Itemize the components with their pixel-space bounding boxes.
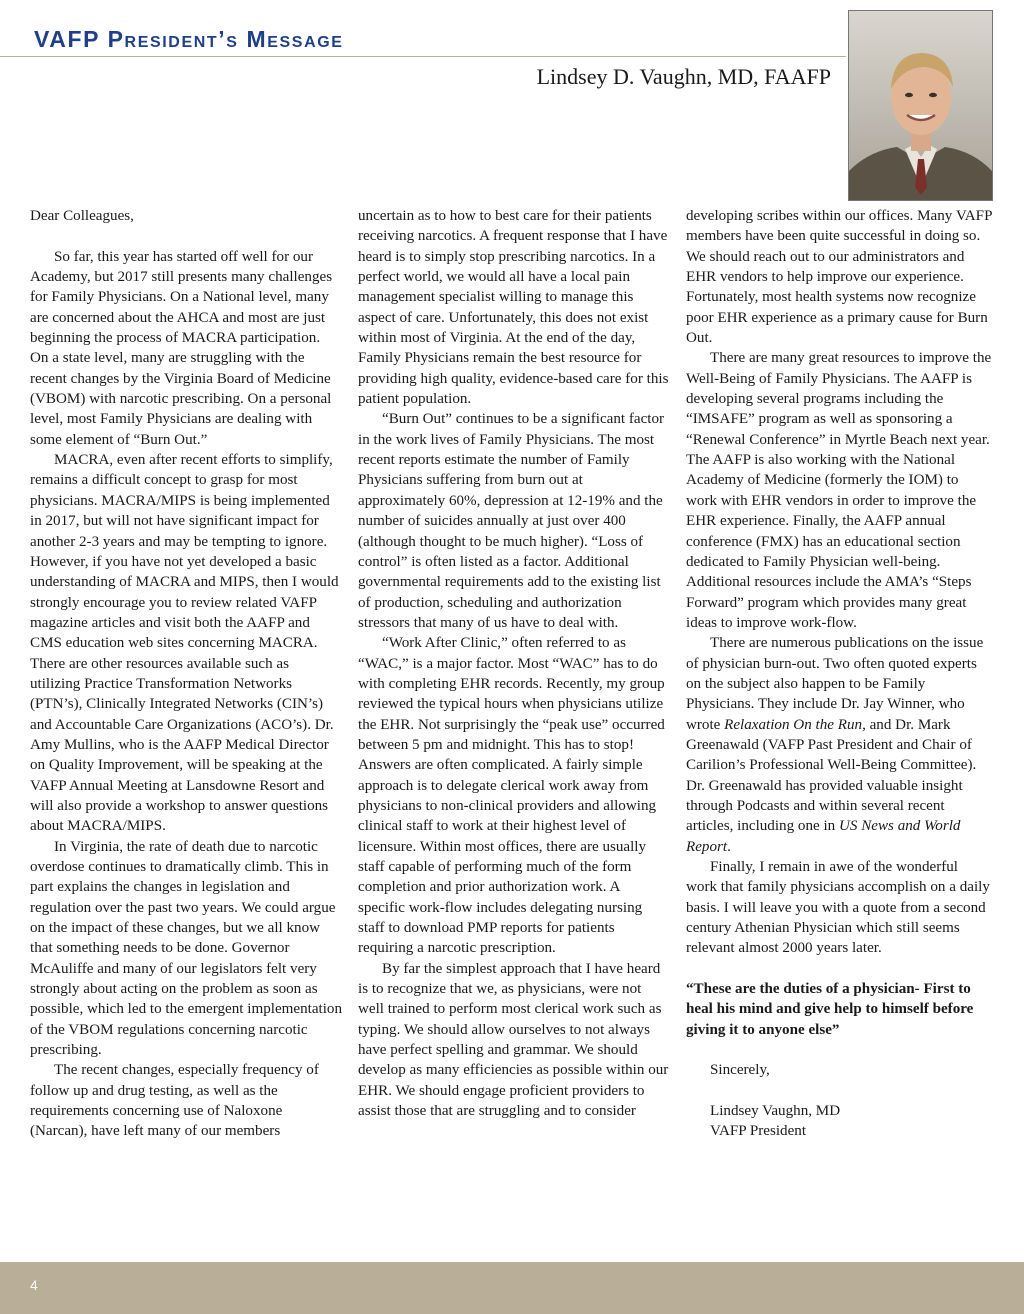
paragraph: “Burn Out” continues to be a significant factor in the work lives of Family Physicians. The most recent reports estimate the number of Family Physicians suffering from burn out at approximately 60%, depression at 12-19% and the number of suicides annually at just over 400 (although thought to be much higher). “Loss of control” is often listed as a factor. Additional governmental requirements add to the existing list of production, scheduling and authorization stressors that many of us have to deal with. [358,411,665,631]
closing: Sincerely, [710,1062,770,1079]
paragraph: In Virginia, the rate of death due to narcotic overdose continues to dramatically climb. This in part explains the changes in legislation and regulation over the past two years. We could argue on the impact of these changes, but we all know that something needs to be done. Governor McAuliffe and many of our legislators felt very strongly about acting on the problem as soon as possible, which led to the emergent implementation of the VBOM regulations concerning narcotic prescribing. [30,838,343,1059]
paragraph: So far, this year has started off well for our Academy, but 2017 still presents many challenges for Family Physicians. On a National level, many are concerned about the AHCA and most are just beginning the process of MACRA participation. On a state level, many are struggling with the recent changes by the Virginia Board of Medicine (VBOM) with narcotic prescribing. On a personal level, most Family Physicians are dealing with some element of “Burn Out.” [30,248,333,448]
publication-title: US News and World Report [686,818,961,855]
paragraph: “Work After Clinic,” often referred to as “WAC,” is a major factor. Most “WAC” has to do with completing EHR records. Recently, my group reviewed the typical hours when physicians utilize the EHR. Not surprisingly the “peak use” occurred between 5 pm and midnight. This has to stop! Answers are often complicated. A fairly simple approach is to delegate clerical work away from physicians to non-clinical providers and allowing clinical staff to work at their highest level of licensure. Within most offices, there are usually staff capable of performing much of the form completion and prior authorization work. A specific work-flow includes delegating nursing staff to download PMP reports for patients requiring a narcotic prescription. [358,635,665,957]
column-2 [358,206,670,1121]
salutation: Dear Colleagues, [30,208,134,224]
paragraph-text: , and Dr. Mark Greenawald (VAFP Past President and Chair of Carilion’s Professional Well-Being Committee). Dr. Greenawald has provided valuable insight through Podcasts and within several recent articles, including one in [686,716,977,835]
paragraph: By far the simplest approach that I have heard is to recognize that we, as physicians, were not well trained to perform most clerical work such as typing. We should allow ourselves to not always have perfect spelling and grammar. We should develop as many efficiencies as possible within our EHR. We should engage proficient providers to assist those that are struggling and to consider [358,960,669,1120]
column-1 [30,206,342,1142]
paragraph [686,633,992,857]
paragraph-text: There are numerous publications on the issue of physician burn-out. Two often quoted experts on the subject also happen to be Family Physicians. They include Dr. Jay Winner, who wrote [686,635,984,733]
footer-band [0,1262,1024,1314]
column-3 [686,206,992,1142]
closing-quote: “These are the duties of a physician- First to heal his mind and give help to himself before giving it to anyone else” [686,981,974,1038]
paragraph: developing scribes within our offices. Many VAFP members have been quite successful in doing so. We should reach out to our administrators and EHR vendors to help improve our experience. Fortunately, most health systems now recognize poor EHR experience as a primary cause for Burn Out. [686,208,992,347]
page-title: VAFP President’s Message [34,26,344,52]
header-rule [0,56,846,57]
author-byline: Lindsey D. Vaughn, MD, FAAFP [536,64,831,89]
paragraph: Finally, I remain in awe of the wonderful work that family physicians accomplish on a daily basis. I will leave you with a quote from a second century Athenian Physician which still seems relevant almost 2000 years later. [686,859,990,957]
paragraph-text: . [727,838,731,855]
paragraph: uncertain as to how to best care for their patients receiving narcotics. A frequent response that I have heard is to simply stop prescribing narcotics. In a perfect world, we would all have a local pain management specialist willing to manage this aspect of care. Unfortunately, this does not exist within most of Virginia. At the end of the day, Family Physicians remain the best resource for providing high quality, evidence-based care for this patient population. [358,208,669,408]
paragraph: The recent changes, especially frequency of follow up and drug testing, as well as the requirements concerning use of Naloxone (Narcan), have left many of our members [30,1062,319,1140]
signature-name: Lindsey Vaughn, MD [710,1103,841,1120]
page-number: 4 [30,1277,38,1293]
president-portrait-icon [849,11,992,200]
author-photo [848,10,993,201]
book-title: Relaxation On the Run [724,716,863,733]
paragraph: There are many great resources to improve the Well-Being of Family Physicians. The AAFP is developing several programs including the “IMSAFE” program as well as sponsoring a “Renewal Conference” in Myrtle Beach next year. The AAFP is also working with the National Academy of Medicine (formerly the IOM) to work with EHR vendors in order to improve the EHR experience. Finally, the AAFP annual conference (FMX) has an educational section dedicated to Family Physician well-being. Additional resources include the AMA’s “Steps Forward” program which provides many great ideas to improve work-flow. [686,350,992,631]
paragraph: MACRA, even after recent efforts to simplify, remains a difficult concept to grasp for most physicians. MACRA/MIPS is being implemented in 2017, but will not have significant impact for another 2-3 years and may be tempting to ignore. However, if you have not yet developed a basic understanding of MACRA and MIPS, then I would strongly encourage you to review related VAFP magazine articles and visit both the AAFP and CMS education web sites concerning MACRA. There are other resources available such as utilizing Practice Transformation Networks (PTN’s), Clinically Integrated Networks (CIN’s) and Accountable Care Organizations (ACO’s). Dr. Amy Mullins, who is the AAFP Medical Director on Quality Improvement, will be speaking at the VAFP Annual Meeting at Lansdowne Resort and will also provide a workshop to answer questions about MACRA/MIPS. [30,452,339,835]
signature-title: VAFP President [710,1123,807,1140]
